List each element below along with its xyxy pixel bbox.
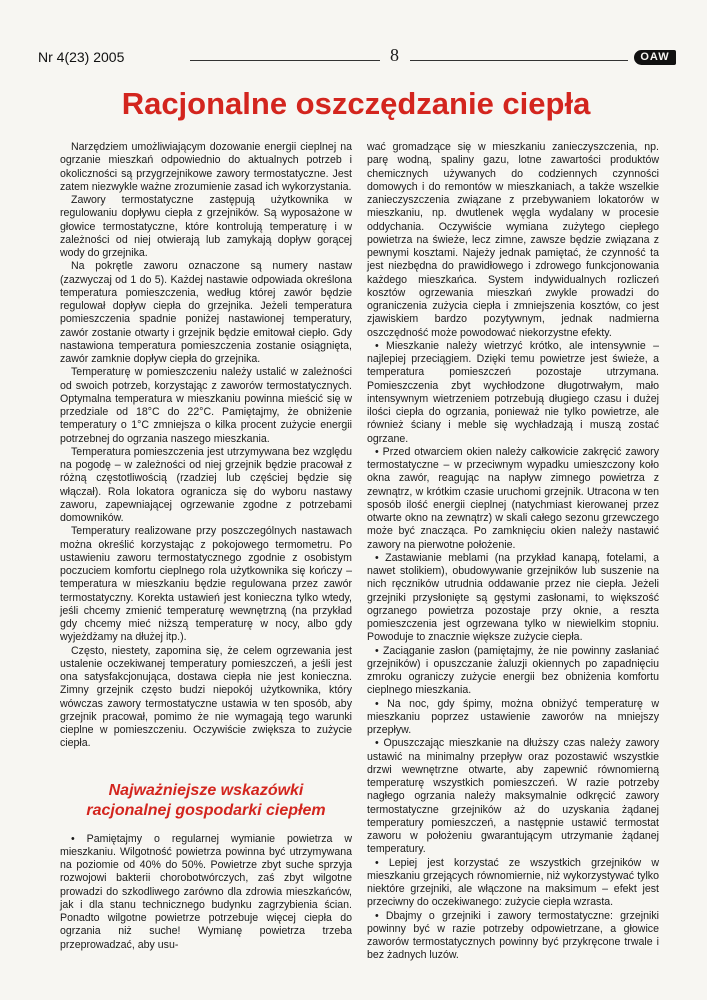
subtitle-line: Najważniejsze wskazówki [108,781,304,799]
paragraph: Narzędziem umożliwiającym dozowanie energii cieplnej na ogrzanie mieszkań odpowiednio do aktualnych potrzeb i okoliczności są przygrzejnikowe zawory termostatyczne. Jest zatem niezwykle ważne zrozumienie zasad ich wykorzystania. [60,141,352,193]
paragraph: Temperatura pomieszczenia jest utrzymywana bez względu na pogodę – w zależności od niej grzejnik będzie pracował z różną częstotliwością (rzadziej lub częściej będzie się włączał). Rola lokatora ogranicza się do wyboru nastawy zaworu, zapewniającej ogrzewanie zgodne z potrzebami domowników. [60,445,352,524]
paragraph: Na pokrętle zaworu oznaczone są numery nastaw (zazwyczaj od 1 do 5). Każdej nastawie odpowiada określona temperatura pomieszczenia, według której zawór będzie regulował dopływ ciepła do grzejnika. Jeżeli temperatura pomieszczenia spadnie poniżej nastawionej temperatury, zawór zostanie otwarty i grzejnik będzie emitował ciepło. Gdy nastawiona temperatura pomieszczenia zostanie osiągnięta, zawór zamknie dopływ ciepła do grzejnika. [60,260,352,365]
tip-paragraph: • Zaciąganie zasłon (pamiętajmy, że nie powinny zasłaniać grzejników) i opuszczanie żaluzji okiennych po zapadnięciu zmroku ograniczy zużycie energii bez obniżenia komfortu cieplnego mieszkania. [367,644,659,697]
article-title: Racjonalne oszczędzanie ciepła [121,86,591,121]
header-rule-right [410,60,628,61]
right-column [367,141,659,963]
paragraph: Zawory termostatyczne zastępują użytkownika w regulowaniu dopływu ciepła z grzejników. Są wyposażone w głowice termostatyczne, które kontrolują temperaturę i w zależności od niej otwierają lub zamykają dopływ gorącej wody do grzejnika. [60,194,352,259]
tip-paragraph: • Dbajmy o grzejniki i zawory termostatyczne: grzejniki powinny być w razie potrzeby odpowietrzane, a głowice zaworów termostatycznych powinny być przykręcone trwale i bez żadnych luzów. [367,909,659,962]
tip-paragraph: • Mieszkanie należy wietrzyć krótko, ale intensywnie – najlepiej przeciągiem. Dzięki temu powietrze jest świeże, a temperatura pomieszczeń pozostaje utrzymana. Pomieszczenia zbyt wychłodzone długotrwałym, mało intensywnym wietrzeniem potrzebują długiego czasu i dużej ilości ciepła do ogrzania, ponieważ nie tylko powietrze, ale również ściany i meble się wychładzają i muszą zostać ogrzane. [367,339,659,445]
left-column [60,141,352,952]
page-header [38,45,678,70]
paragraph: Temperatury realizowane przy poszczególnych nastawach można określić korzystając z pokojowego termometru. Po ustawieniu zaworu termostatycznego zgodnie z osobistym poczuciem komfortu cieplnego rola użytkownika się kończy – temperatura w mieszkaniu będzie regulowana przez zawór termostatyczny. Korekta ustawień jest konieczna tylko wtedy, jeśli chcemy zmienić temperaturę wewnętrzną (na przykład gdy chcemy mieć niższą temperaturę w nocy, albo gdy wyjeżdżamy na dłużej itp.). [60,525,352,644]
tip-paragraph: • Lepiej jest korzystać ze wszystkich grzejników w mieszkaniu grzejących równomiernie, niż wykorzystywać tylko niektóre grzejniki, ale włączone na maksimum – efekt jest przeciwny do oczekiwanego: zużycie ciepła wzrasta. [367,856,659,909]
tip-paragraph: • Zastawianie meblami (na przykład kanapą, fotelami, a nawet stolikiem), obudowywanie grzejników lub suszenie na nich ręczników utrudnia oddawanie przez nie ciepła. Jeżeli grzejniki przysłonięte są gęstymi zasłonami, to większość ogrzanego powietrza pozostaje przy oknie, a reszta pomieszczenia jest ogrzewana tylko w niewielkim stopniu. Powoduje to znacznie większe zużycie ciepła. [367,551,659,644]
tip-paragraph: • Pamiętajmy o regularnej wymianie powietrza w mieszkaniu. Wilgotność powietrza powinna być utrzymywana na poziomie od 40% do 50%. Powietrze zbyt suche sprzyja rozwojowi bakterii chorobotwórczych, zaś zbyt wilgotne prowadzi do szkodliwego zarówno dla zdrowia mieszkańców, jak i dla stanu technicznego budynku zagrzybienia ścian. Ponadto wilgotne powietrze potrzebuje więcej ciepła do ogrzania niż suche! Wymianę powietrza trzeba przeprowadzać, aby usu- [60,832,352,951]
issue-number: Nr 4(23) 2005 [38,49,125,65]
paragraph: Temperaturę w pomieszczeniu należy ustalić w zależności od swoich potrzeb, korzystając z zaworów termostatycznych. Optymalna temperatura w mieszkaniu powinna mieścić się w przedziale od 18°C do 22°C. Pamiętajmy, że obniżenie temperatury o 1°C zmniejsza o kilka procent zużycie energii potrzebnej do ogrzania naszego mieszkania. [60,366,352,445]
tip-paragraph: • Opuszczając mieszkanie na dłuższy czas należy zawory ustawić na minimalny przepływ oraz pozostawić wszystkie drzwi wewnętrzne otwarte, aby zapewnić równomierną temperaturę wszystkich pomieszczeń. W razie potrzeby nagłego ogrzania należy maksymalnie odkręcić zawory termostatyczne grzejników aż do uzyskania żądanej temperatury pomieszczeń, a następnie ustawić termostat zaworu w położeniu gwarantującym utrzymanie żądanej temperatury. [367,737,659,856]
page-number: 8 [390,45,399,65]
publisher-logo: OAW [634,50,676,65]
tip-paragraph: • Przed otwarciem okien należy całkowicie zakręcić zawory termostatyczne – w przeciwnym wypadku umieszczony koło okna zawór, reagując na napływ zimnego powietrza z zewnątrz, w krótkim czasie uruchomi grzejnik. Utracona w ten sposób ilość energii cieplnej (natychmiast kierowanej przez otwarte okno na zewnątrz) w skali całego sezonu grzewczego może być znacząca. Po zamknięciu okien należy nastawić zawory na pierwotne położenie. [367,445,659,551]
paragraph: wać gromadzące się w mieszkaniu zanieczyszczenia, np. parę wodną, spaliny gazu, lotne zawartości produktów chemicznych używanych do codziennych czynności domowych i do remontów w mieszkaniach, a także wszelkie zanieczyszczenia związane z przebywaniem lokatorów w mieszkaniu, np. dwutlenek węgla wydalany w procesie oddychania. Oczywiście wymiana zużytego ciepłego powietrza na świeże, lecz zimne, zawsze będzie związana z pewnymi kosztami. Najeży jednak pamiętać, że czynność ta jest niezbędna do prawidłowego i zdrowego funkcjonowania każdego mieszkańca. System indywidualnych rozliczeń kosztów ogrzewania mieszkań zwykle prowadzi do ograniczenia zużycia ciepła i zmniejszenia kosztów, co jest zjawiskiem bardzo pozytywnym, jednak nadmierna oszczędność może powodować niekorzystne efekty. [367,141,659,339]
paragraph: Często, niestety, zapomina się, że celem ogrzewania jest ustalenie oczekiwanej temperatury pomieszczeń, a jeśli jest ona satysfakcjonująca, dostawa ciepła nie jest konieczna. Zimny grzejnik często budzi niepokój użytkownika, który wówczas zawory termostatyczne ustawia w ten sposób, aby grzejnik pracował, pomimo że nie wymagają tego warunki cieplne w pomieszczeniu. Oczywiście zwiększa to zużycie ciepła. [60,644,352,750]
subtitle-line: racjonalnej gospodarki ciepłem [86,801,326,819]
tip-paragraph: • Na noc, gdy śpimy, można obniżyć temperaturę w mieszkaniu poprzez ustawienie zaworów na mniejszy przepływ. [367,697,659,736]
header-rule-left [190,60,380,61]
section-subtitle [60,781,352,821]
